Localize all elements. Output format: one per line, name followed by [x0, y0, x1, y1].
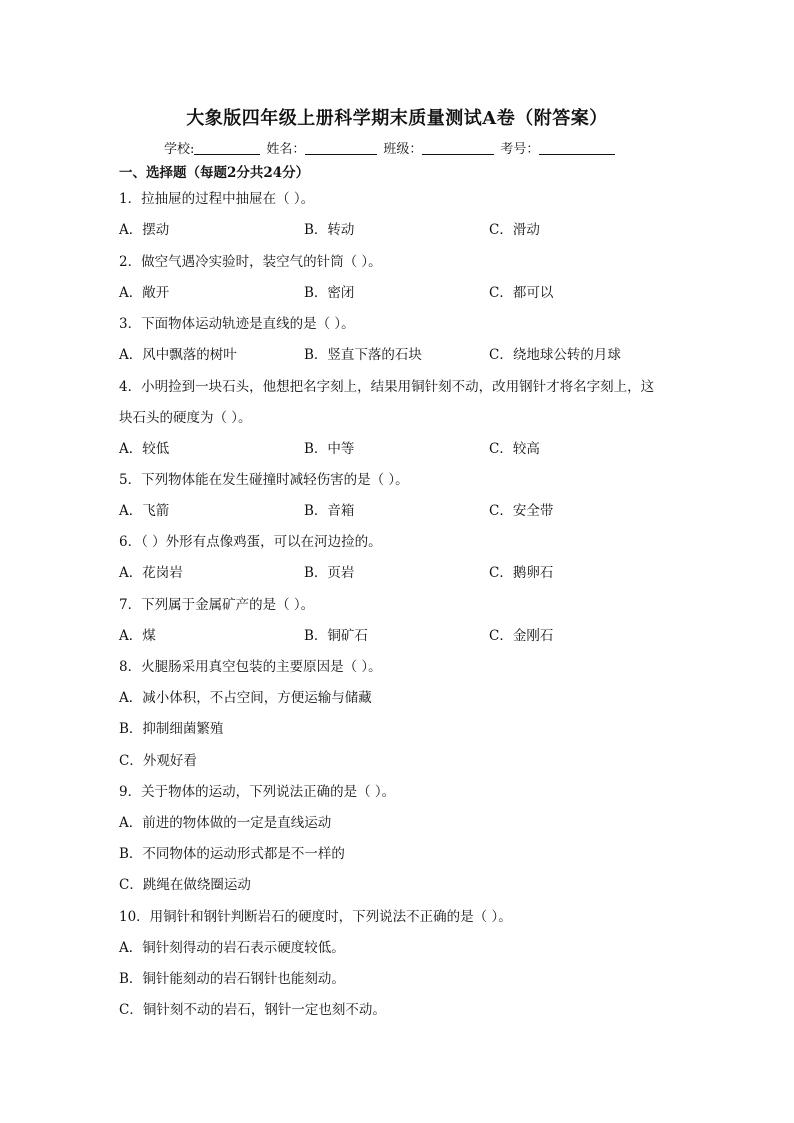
option-b: B．铜针能刻动的岩石钢针也能刻动。 — [119, 971, 345, 987]
option-b: B．转动 — [304, 222, 355, 238]
option-b: B．铜矿石 — [304, 628, 368, 644]
page-title: 大象版四年级上册科学期末质量测试A卷（附答案） — [186, 108, 608, 129]
question-stem: 8．火腿肠采用真空包装的主要原因是（ ）。 — [119, 659, 382, 675]
option-a: A．煤 — [119, 628, 156, 644]
option-c: C．鹅卵石 — [489, 565, 554, 581]
name-label: 姓名： — [266, 142, 306, 157]
option-c: C．跳绳在做绕圈运动 — [119, 877, 251, 893]
option-c: C．安全带 — [489, 503, 554, 519]
question-stem: 3．下面物体运动轨迹是直线的是（ ）。 — [119, 316, 355, 332]
class-label: 班级： — [383, 142, 423, 157]
option-b: B．中等 — [304, 441, 355, 457]
option-a: A．减小体积，不占空间，方便运输与储藏 — [119, 690, 372, 706]
option-a: A．花岗岩 — [119, 565, 183, 581]
exam-no-label: 考号： — [500, 142, 540, 157]
question-stem-continued: 块石头的硬度为（ ）。 — [119, 410, 252, 426]
question-stem: 10．用铜针和钢针判断岩石的硬度时，下列说法不正确的是（ ）。 — [119, 909, 512, 925]
option-b: B．音箱 — [304, 503, 355, 519]
school-label: 学校: — [164, 142, 195, 157]
option-c: C．都可以 — [489, 285, 554, 301]
option-c: C．绕地球公转的月球 — [489, 347, 621, 363]
school-blank[interactable] — [194, 141, 260, 155]
question-stem: 5．下列物体能在发生碰撞时减轻伤害的是（ ）。 — [119, 472, 409, 488]
option-a: A．前进的物体做的一定是直线运动 — [119, 815, 332, 831]
option-c: C．外观好看 — [119, 753, 197, 769]
option-c: C．较高 — [489, 441, 540, 457]
option-a: A．摆动 — [119, 222, 170, 238]
question-stem: 7．下列属于金属矿产的是（ ）。 — [119, 597, 315, 613]
question-stem: 4．小明捡到一块石头，他想把名字刻上，结果用铜针刻不动，改用钢针才将名字刻上，这 — [119, 379, 655, 395]
option-b: B．抑制细菌繁殖 — [119, 721, 224, 737]
question-stem: 2．做空气遇冷实验时，装空气的针筒（ ）。 — [119, 254, 382, 270]
option-b: B．竖直下落的石块 — [304, 347, 422, 363]
option-a: A．敞开 — [119, 285, 170, 301]
option-a: A．飞箭 — [119, 503, 170, 519]
section-heading: 一、选择题（每题2分共24分） — [119, 165, 310, 181]
question-stem: 9．关于物体的运动，下列说法正确的是（ ）。 — [119, 784, 396, 800]
option-a: A．较低 — [119, 441, 170, 457]
name-blank[interactable] — [305, 141, 377, 155]
option-c: C．铜针刻不动的岩石，钢针一定也刻不动。 — [119, 1002, 386, 1018]
option-b: B．页岩 — [304, 565, 355, 581]
class-blank[interactable] — [422, 141, 494, 155]
exam-no-blank[interactable] — [539, 141, 615, 155]
option-a: A．铜针刻得动的岩石表示硬度较低。 — [119, 940, 345, 956]
option-a: A．风中飘落的树叶 — [119, 347, 237, 363]
option-b: B．密闭 — [304, 285, 355, 301]
student-info-row — [164, 138, 621, 157]
question-stem: 6．（ ）外形有点像鸡蛋，可以在河边捡的。 — [119, 534, 382, 550]
option-c: C．金刚石 — [489, 628, 554, 644]
option-b: B．不同物体的运动形式都是不一样的 — [119, 846, 345, 862]
question-stem: 1．拉抽屉的过程中抽屉在（ ）。 — [119, 191, 315, 207]
option-c: C．滑动 — [489, 222, 540, 238]
